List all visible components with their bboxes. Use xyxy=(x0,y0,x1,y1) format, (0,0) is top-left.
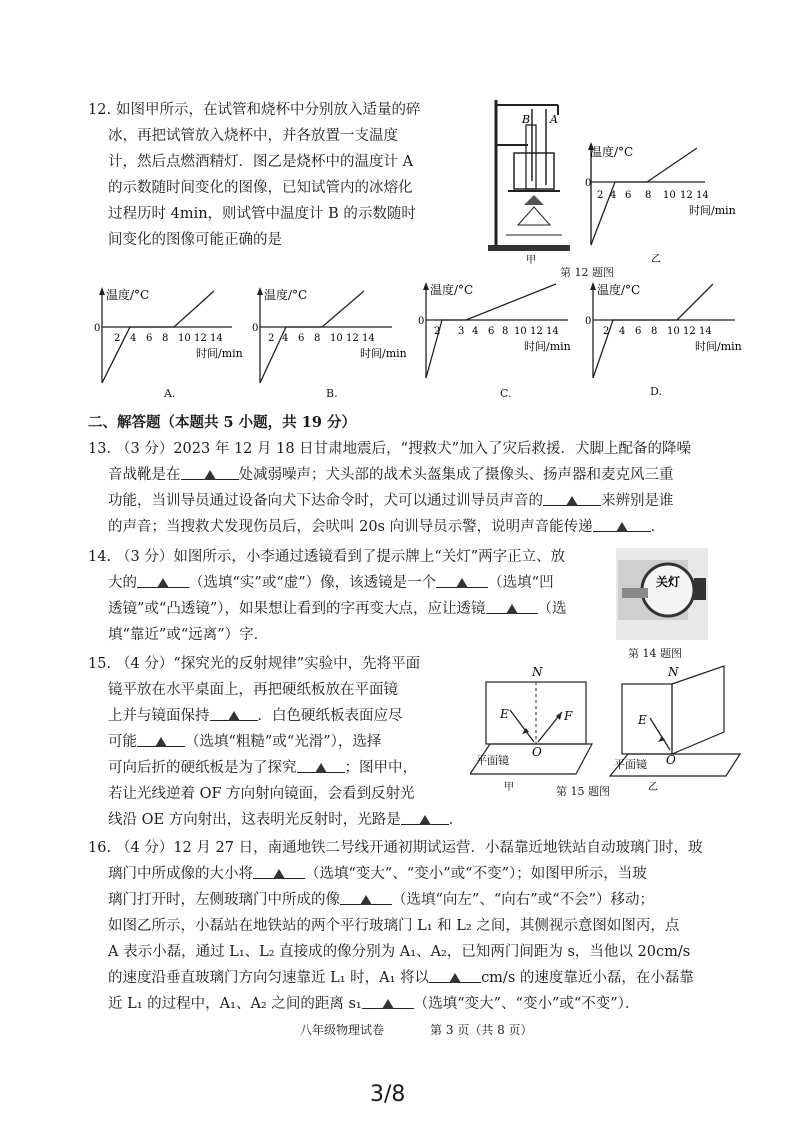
a-zero: 0 xyxy=(94,323,101,334)
jia-o: O xyxy=(532,745,542,759)
q15-figure xyxy=(470,662,760,797)
d-tick: 2 xyxy=(603,326,610,337)
q16-answer-blank[interactable] xyxy=(429,966,481,983)
q13-text: 的声音；当搜救犬发现伤员后，会吠叫 20s 向训导员示警，说明声音能传递 xyxy=(108,519,593,535)
q16-line-1 xyxy=(116,836,703,860)
triangle-placeholder-icon xyxy=(616,522,628,532)
q15-line-5 xyxy=(108,756,417,780)
fig-yi-label: 乙 xyxy=(651,254,661,265)
q14-line-3 xyxy=(108,597,567,621)
triangle-placeholder-icon xyxy=(419,815,431,825)
q16-line-6 xyxy=(108,966,694,990)
yi-label: 乙 xyxy=(648,782,658,793)
b-ylabel: 温度/°C xyxy=(264,288,308,302)
yi-n: N xyxy=(668,665,679,679)
q15-answer-blank[interactable] xyxy=(297,756,345,773)
q16-text: 近 L₁ 的过程中，A₁、A₂ 之间的距离 s₁ xyxy=(108,996,362,1012)
triangle-placeholder-icon xyxy=(506,604,518,614)
jia-n: N xyxy=(532,665,543,679)
q12-option-graph-c xyxy=(418,280,588,380)
c-tick: 10 xyxy=(514,326,527,337)
q16-text: （4 分）12 月 27 日，南通地铁二号线开通初期试运营．小磊靠近地铁站自动玻璃门时，玻 xyxy=(116,840,703,856)
a-tick: 10 xyxy=(178,333,191,344)
d-tick: 12 xyxy=(683,326,696,337)
q12-graph-yi xyxy=(585,140,760,265)
jia-e: E xyxy=(500,707,509,721)
q12-number: 12. xyxy=(88,102,112,118)
a-tick: 12 xyxy=(194,333,207,344)
b-tick: 12 xyxy=(346,333,359,344)
q16-text: A 表示小磊，通过 L₁、L₂ 直接成的像分别为 A₁、A₂，已知两门间距为 s，当他以 20cm/s xyxy=(108,944,691,960)
a-xlabel: 时间/min xyxy=(196,347,243,360)
q15-answer-blank[interactable] xyxy=(210,704,258,721)
q14-answer-blank[interactable] xyxy=(486,597,538,614)
yi-tick-12: 12 xyxy=(680,190,693,201)
option-b-label: B. xyxy=(326,387,338,400)
q15-text: 上并与镜面保持 xyxy=(108,708,210,724)
q15-answer-blank[interactable] xyxy=(401,808,449,825)
d-xlabel: 时间/min xyxy=(695,340,742,353)
q15-text: ；图甲中， xyxy=(344,760,417,776)
d-tick: 8 xyxy=(651,326,658,337)
q16-number: 16. xyxy=(88,840,112,856)
thermometer-b-label: B xyxy=(522,113,531,126)
q15-figure-caption: 第 15 题图 xyxy=(556,785,610,798)
option-c-label: C. xyxy=(500,387,512,400)
b-tick: 6 xyxy=(298,333,305,344)
a-tick: 4 xyxy=(130,333,137,344)
q12-line-5: 过程历时 4min，则试管中温度计 B 的示数随时 xyxy=(108,206,416,222)
c-tick: 8 xyxy=(502,326,509,337)
b-tick: 4 xyxy=(282,333,289,344)
q12-figure-caption: 第 12 题图 xyxy=(560,266,614,279)
q16-text: 的速度沿垂直玻璃门方向匀速靠近 L₁ 时，A₁ 将以 xyxy=(108,970,430,986)
d-tick: 10 xyxy=(667,326,680,337)
triangle-placeholder-icon xyxy=(449,973,461,983)
b-tick: 2 xyxy=(268,333,275,344)
q16-line-2 xyxy=(108,862,647,886)
q15-text: （4 分）“探究光的反射规律”实验中，先将平面 xyxy=(116,656,421,672)
q13-text: 来辨别是谁 xyxy=(601,493,674,509)
q13-answer-blank[interactable] xyxy=(593,515,651,532)
thermometer-a-label: A xyxy=(550,113,558,126)
triangle-placeholder-icon xyxy=(204,470,216,480)
d-tick: 14 xyxy=(699,326,712,337)
c-tick: 6 xyxy=(488,326,495,337)
q12-line-1: 如图甲所示，在试管和烧杯中分别放入适量的碎 xyxy=(116,102,421,118)
yi-xlabel: 时间/min xyxy=(689,204,736,217)
q14-number: 14. xyxy=(88,549,112,565)
q15-text: 可向后折的硬纸板是为了探究 xyxy=(108,760,297,776)
q12-option-graph-d xyxy=(585,280,760,380)
q12-line-2: 冰，再把试管放入烧杯中，并各放置一支温度 xyxy=(108,128,398,144)
yi-mirror: 平面镜 xyxy=(614,758,647,771)
q14-answer-blank[interactable] xyxy=(137,571,189,588)
q12-option-graph-a xyxy=(92,285,252,385)
q14-text: （3 分）如图所示，小李通过透镜看到了提示牌上“关灯”两字正立、放 xyxy=(116,549,566,565)
d-tick: 4 xyxy=(619,326,626,337)
c-tick: 4 xyxy=(472,326,479,337)
q14-text: 大的 xyxy=(108,575,137,591)
b-tick: 14 xyxy=(362,333,375,344)
q14-answer-blank[interactable] xyxy=(436,571,488,588)
q13-answer-blank[interactable] xyxy=(181,463,239,480)
q13-line-1 xyxy=(116,437,691,461)
q16-answer-blank[interactable] xyxy=(253,862,305,879)
b-xlabel: 时间/min xyxy=(360,347,407,360)
q15-text: 若让光线逆着 OF 方向射向镜面，会看到反射光 xyxy=(108,786,415,802)
q15-line-2 xyxy=(108,678,398,702)
footer-exam-title: 八年级物理试卷 xyxy=(300,1023,385,1037)
q16-text: （选填“变大”、“变小”或“不变”）． xyxy=(413,996,640,1012)
q15-line-1 xyxy=(116,652,420,676)
q12-apparatus-figure xyxy=(488,95,578,265)
q13-line-4 xyxy=(108,515,665,539)
q16-line-3 xyxy=(108,888,654,912)
q12-line-6: 间变化的图像可能正确的是 xyxy=(108,232,282,248)
q15-text: ． xyxy=(448,812,464,828)
q13-text: ． xyxy=(650,519,666,535)
q15-number: 15. xyxy=(88,656,112,672)
triangle-placeholder-icon xyxy=(456,578,468,588)
yi-tick-10: 10 xyxy=(663,190,676,201)
b-tick: 8 xyxy=(314,333,321,344)
q15-line-7 xyxy=(108,808,463,832)
triangle-placeholder-icon xyxy=(155,737,167,747)
triangle-placeholder-icon xyxy=(566,496,578,506)
c-ylabel: 温度/°C xyxy=(430,283,474,297)
jia-f: F xyxy=(564,709,573,723)
section-title: 二、解答题（本题共 5 小题，共 19 分） xyxy=(88,414,356,431)
b-tick: 10 xyxy=(330,333,343,344)
q15-line-6 xyxy=(108,782,415,806)
q15-answer-blank[interactable] xyxy=(137,730,185,747)
triangle-placeholder-icon xyxy=(315,763,327,773)
q13-text: （3 分）2023 年 12 月 18 日甘肃地震后，“搜救犬”加入了灾后救援．犬脚上配备的降噪 xyxy=(116,441,692,457)
triangle-placeholder-icon xyxy=(228,711,240,721)
q14-text: （选填“实”或“虚”）像，该透镜是一个 xyxy=(189,575,437,591)
q14-line-2 xyxy=(108,571,554,595)
q13-text: 音战靴是在 xyxy=(108,467,181,483)
q14-text: 填“靠近”或“远离”）字． xyxy=(108,627,269,643)
q13-answer-blank[interactable] xyxy=(543,489,601,506)
yi-e: E xyxy=(638,713,647,727)
q16-text: 如图乙所示，小磊站在地铁站的两个平行玻璃门 L₁ 和 L₂ 之间，其侧视示意图如图丙，点 xyxy=(108,918,680,934)
a-tick: 2 xyxy=(114,333,121,344)
yi-tick-8: 8 xyxy=(645,190,652,201)
c-xlabel: 时间/min xyxy=(524,340,571,353)
q16-text: cm/s 的速度靠近小磊，在小磊靠 xyxy=(481,970,694,986)
q16-answer-blank[interactable] xyxy=(340,888,392,905)
q13-text: 功能，当训导员通过设备向犬下达命令时，犬可以通过训导员声音的 xyxy=(108,493,543,509)
d-tick: 6 xyxy=(635,326,642,337)
d-ylabel: 温度/°C xyxy=(597,283,641,297)
q16-text: （选填“变大”、“变小”或“不变”）；如图甲所示，当玻 xyxy=(305,866,647,882)
triangle-placeholder-icon xyxy=(360,895,372,905)
q15-line-4 xyxy=(108,730,381,754)
q15-text: （选填“粗糙”或“光滑”），选择 xyxy=(185,734,382,750)
c-zero: 0 xyxy=(418,316,425,327)
q13-number: 13. xyxy=(88,441,112,457)
yi-zero: 0 xyxy=(585,178,592,189)
q16-answer-blank[interactable] xyxy=(362,992,414,1009)
q12-line-4: 的示数随时间变化的图像，已知试管内的冰熔化 xyxy=(108,180,413,196)
yi-o: O xyxy=(666,753,676,767)
fig-jia-label: 甲 xyxy=(526,255,536,265)
c-tick: 14 xyxy=(546,326,559,337)
c-tick: 12 xyxy=(530,326,543,337)
q14-figure-caption: 第 14 题图 xyxy=(628,647,682,660)
c-tick: 2 xyxy=(434,326,441,337)
yi-tick-14: 14 xyxy=(696,190,709,201)
q15-text: 线沿 OE 方向射出，这表明光反射时，光路是 xyxy=(108,812,401,828)
q15-text: 镜平放在水平桌面上，再把硬纸板放在平面镜 xyxy=(108,682,398,698)
q13-line-2 xyxy=(108,463,674,487)
option-d-label: D. xyxy=(650,385,662,398)
q16-text: 璃门打开时，左侧玻璃门中所成的像 xyxy=(108,892,340,908)
q14-text: （选 xyxy=(537,601,567,617)
q16-line-7 xyxy=(108,992,639,1016)
yi-tick-4: 4 xyxy=(610,190,617,201)
q16-text: 璃门中所成像的大小将 xyxy=(108,866,253,882)
q16-text: （选填“向左”、“向右”或“不会”）移动； xyxy=(392,892,654,908)
q14-line-1 xyxy=(116,545,565,569)
q12-line-3: 计，然后点燃酒精灯．图乙是烧杯中的温度计 A xyxy=(108,154,414,170)
triangle-placeholder-icon xyxy=(382,999,394,1009)
q14-lens-photo xyxy=(616,548,708,640)
page-indicator: 3/8 xyxy=(370,1082,406,1107)
q13-line-3 xyxy=(108,489,674,513)
jia-label: 甲 xyxy=(504,782,514,793)
q12-option-graph-b xyxy=(252,285,417,385)
a-tick: 8 xyxy=(162,333,169,344)
q14-text: （选填“凹 xyxy=(488,575,554,591)
b-zero: 0 xyxy=(252,323,259,334)
a-tick: 14 xyxy=(210,333,223,344)
yi-tick-6: 6 xyxy=(625,190,632,201)
q16-line-4 xyxy=(108,914,679,938)
q14-line-4 xyxy=(108,623,268,647)
triangle-placeholder-icon xyxy=(273,869,285,879)
a-ylabel: 温度/°C xyxy=(106,288,150,302)
q16-line-5 xyxy=(108,940,690,964)
yi-ylabel: 温度/°C xyxy=(590,145,634,159)
option-a-label: A. xyxy=(164,387,176,400)
c-tick: 3 xyxy=(458,326,465,337)
sign-text: 关灯 xyxy=(656,575,681,589)
q15-line-3 xyxy=(108,704,403,728)
jia-mirror: 平面镜 xyxy=(476,754,509,767)
yi-tick-2: 2 xyxy=(597,190,604,201)
q15-text: 可能 xyxy=(108,734,137,750)
q14-text: 透镜”或“凸透镜”），如果想让看到的字再变大点，应让透镜 xyxy=(108,601,486,617)
footer-page-info: 第 3 页（共 8 页） xyxy=(430,1023,533,1037)
a-tick: 6 xyxy=(146,333,153,344)
q15-text: ．白色硬纸板表面应尽 xyxy=(257,708,403,724)
triangle-placeholder-icon xyxy=(157,578,169,588)
d-zero: 0 xyxy=(585,316,592,327)
q13-text: 处减弱噪声；犬头部的战术头盔集成了摄像头、扬声器和麦克风三重 xyxy=(238,467,674,483)
